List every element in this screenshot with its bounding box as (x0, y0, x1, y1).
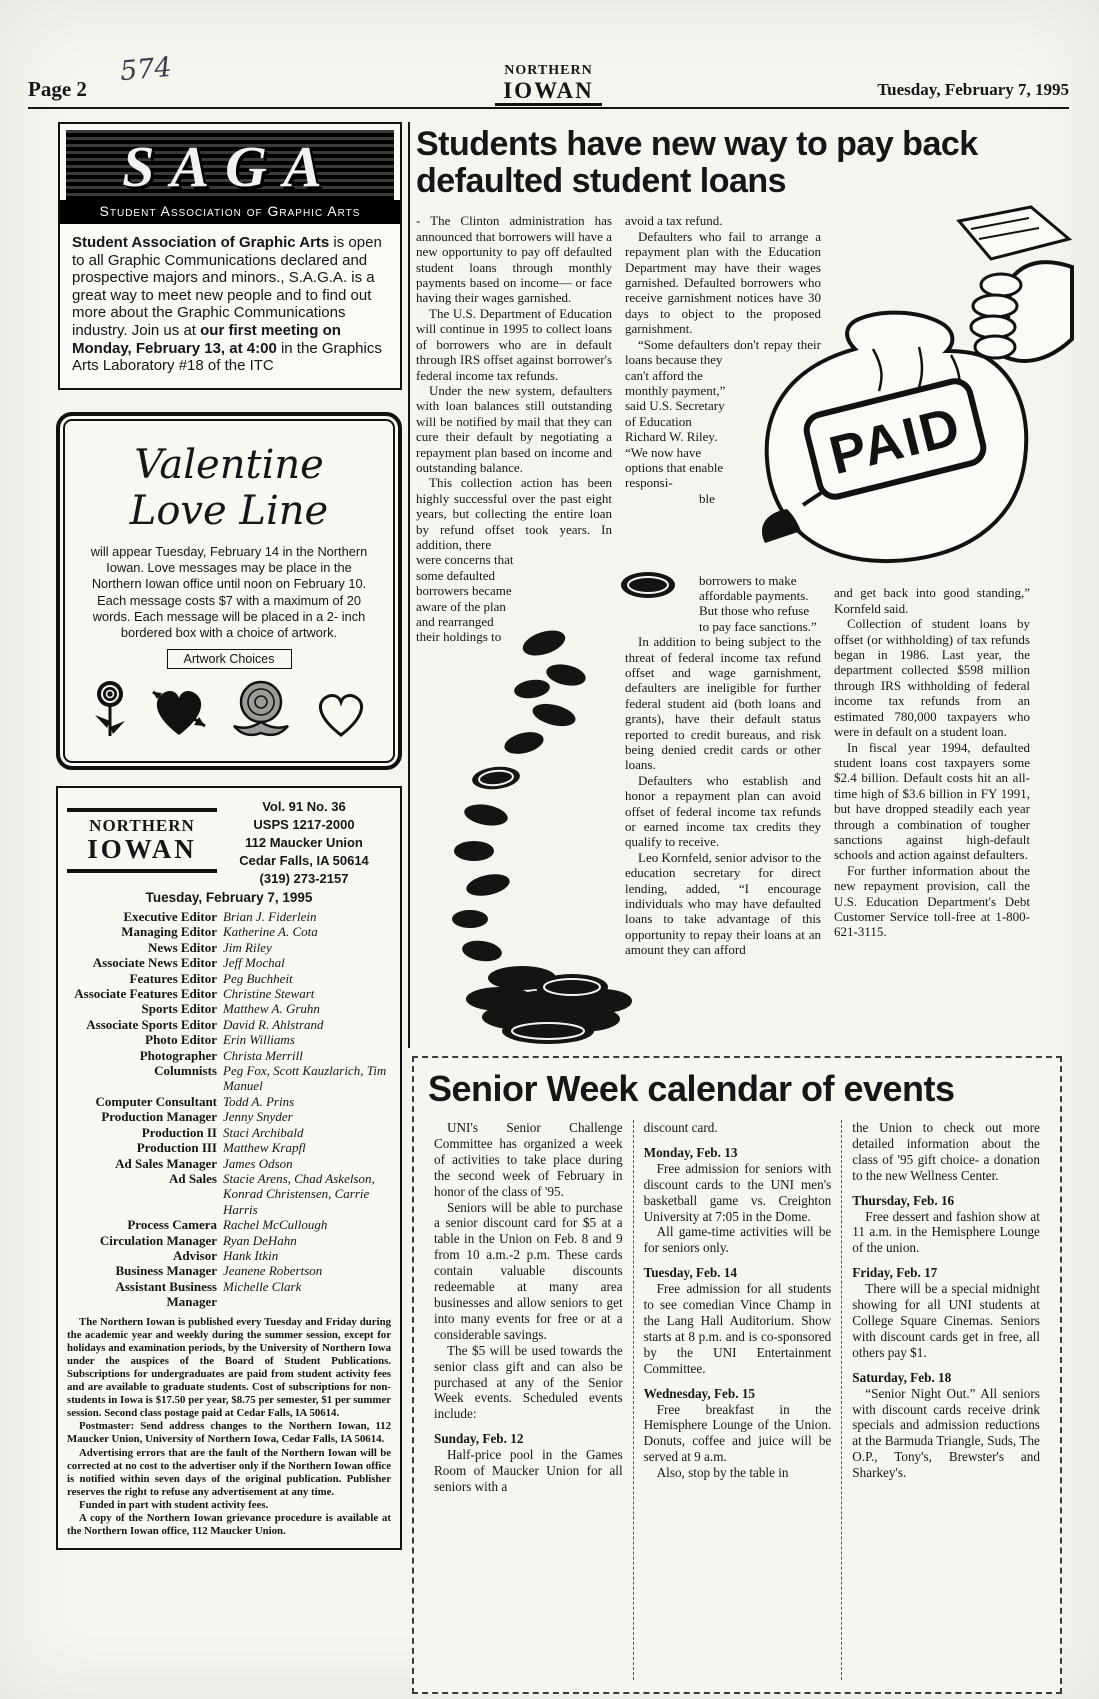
staff-names: Jeff Mochal (223, 955, 285, 971)
fine-print-paragraph: Funded in part with student activity fees. (79, 1498, 269, 1511)
senior-week-item: Sunday, Feb. 12 (434, 1431, 524, 1447)
valentine-love-line-box (56, 412, 402, 770)
senior-week-item: Tuesday, Feb. 14 (643, 1265, 737, 1281)
staff-row (67, 1017, 391, 1032)
masthead-logo (67, 796, 217, 888)
staff-role: Advisor (172, 1247, 217, 1263)
fine-print-paragraph: Advertising errors that are the fault of the Northern Iowan will be corrected at no cost to the advertiser only if the Northern Iowan office is notified within seven days of the original publication. Publisher reserves the right to refuse any advertisement at any time. (67, 1446, 391, 1498)
article-paragraph: - The Clinton administration has announced that borrowers will have a new opportunity to pay off defaulted student loans through monthly payments based on income— or face having their wages garnished. (416, 213, 612, 306)
masthead-contact-info (217, 796, 391, 888)
senior-week-item: discount card. (643, 1120, 718, 1135)
staff-row (67, 955, 391, 970)
saga-bold-1: Student Association of Graphic Arts (72, 234, 330, 251)
saga-caption: Student Association of Graphic Arts (60, 200, 400, 224)
senior-week-headline: Senior Week calendar of events (428, 1068, 955, 1109)
valentine-body: will appear Tuesday, February 14 in the Northern Iowan. Love messages may be place in the Northern Iowan office until noon on February 10. Each message costs $7 with a maximum of 20 words. Each message will be placed in a 2- inch bordered box with a choice of artwork. (90, 544, 368, 641)
staff-names: James Odson (223, 1155, 293, 1171)
staff-names: Peg Buchheit (223, 970, 293, 986)
staff-row (67, 924, 391, 939)
staff-names: Matthew A. Gruhn (223, 1001, 320, 1017)
issue-date: Tuesday, February 7, 1995 (877, 80, 1069, 99)
article-paragraph: This collection action has been highly successful over the past eight years, but collecting the entire loan by refund offset took years. In addition, there (416, 475, 612, 552)
senior-week-item: Free admission for all students to see comedian Vince Champ in the Lang Hall Auditorium. Show starts at 8 p.m. and is co-sponsored by the UNI Entertainment Committee. (643, 1281, 832, 1376)
staff-names: Matthew Krapfl (223, 1140, 306, 1156)
page-header (28, 51, 1069, 106)
senior-week-item: Seniors will be able to purchase a senior discount card for $5 at a table in the Union on Feb. 8 and 9 from 10 a.m.-2 p.m. These cards contain valuable discounts redeemable at many area businesses and allow seniors to get into many events for free or at a considerable savings. (434, 1199, 623, 1342)
handwritten-number: 574 (118, 51, 173, 88)
senior-week-item: UNI's Senior Challenge Committee has organized a week of activities to take place during the second week of February in honor of the class of '95. (434, 1120, 623, 1199)
senior-week-column-2 (633, 1120, 842, 1680)
fine-print-paragraph: Postmaster: Send address changes to the Northern Iowan, 112 Maucker Union, University of Northern Iowa, Cedar Falls, IA 50614. (67, 1420, 391, 1446)
staff-role: Associate Features Editor (74, 986, 217, 1002)
staff-names: Jenny Snyder (223, 1109, 293, 1125)
staff-role: Photo Editor (145, 1032, 217, 1048)
staff-names: Todd A. Prins (223, 1093, 295, 1109)
staff-role: Production II (141, 1124, 217, 1140)
staff-row (67, 1217, 391, 1232)
saga-logo-text: SAGA (122, 134, 338, 199)
heart-outline-icon (312, 687, 370, 741)
staff-names: Stacie Arens, Chad Askelson, Konrad Christensen, Carrie Harris (223, 1170, 375, 1217)
article-paragraph: and get back into good standing,” Kornfeld said. (834, 585, 1030, 616)
article-paragraph: For further information about the new repayment provision, call the U.S. Education Department's Debt Customer Service toll-free at 1-800-621-3115. (834, 862, 1030, 940)
senior-week-column-1 (424, 1120, 633, 1680)
article-column-1 (416, 213, 612, 957)
staff-names: Jim Riley (223, 939, 272, 955)
masthead-bottom-line: IOWAN (495, 79, 602, 106)
staff-names: Christine Stewart (223, 986, 315, 1002)
saga-text-2: in the Graphics Arts Laboratory #18 of the ITC (72, 339, 382, 375)
staff-role: Assistant Business Manager (115, 1278, 217, 1310)
artwork-choices-label: Artwork Choices (167, 649, 292, 669)
senior-week-item: Friday, Feb. 17 (852, 1265, 938, 1281)
staff-names: Michelle Clark (223, 1278, 302, 1294)
staff-row (67, 1263, 391, 1278)
senior-week-item: The $5 will be used towards the senior class gift and can also be purchased at any of the Senior Week events. Scheduled events include: (434, 1342, 623, 1422)
staff-row (67, 986, 391, 1001)
article-paragraph: The U.S. Department of Education will continue in 1995 to collect loans of borrowers who are in default through IRS offset against borrower's federal income tax refunds. (416, 305, 612, 383)
masthead-logo-line-2: IOWAN (87, 833, 197, 864)
heart-arrow-icon (148, 683, 210, 741)
artwork-choices-row (60, 677, 398, 741)
senior-week-item: All game-time activities will be for seniors only. (643, 1224, 832, 1256)
staff-names: David R. Ahlstrand (223, 1016, 324, 1032)
staff-row (67, 909, 391, 924)
column-divider-rule (408, 122, 410, 1048)
staff-row (67, 1109, 391, 1124)
masthead-top-row (67, 796, 391, 888)
staff-names: Rachel McCullough (223, 1217, 328, 1233)
article-paragraph: Under the new system, defaulters with loan balances still outstanding will be notified by mail that they can cure their default by negotiating a repayment plan based on income and outstanding balance. (416, 382, 612, 475)
article-paragraph: Defaulters who establish and honor a repayment plan can avoid offset of federal income tax refunds or earned income tax credits they qualify to receive. (625, 772, 821, 850)
staff-row (67, 1032, 391, 1047)
staff-names: Hank Itkin (223, 1247, 279, 1263)
fine-print-paragraph: A copy of the Northern Iowan grievance procedure is available at the Northern Iowan office, 112 Maucker Union. (67, 1511, 391, 1538)
staff-list (67, 909, 391, 1310)
paid-stamp-text: PAID (823, 396, 968, 487)
staff-row (67, 1248, 391, 1263)
staff-names: Staci Archibald (223, 1124, 304, 1140)
senior-week-item: “Senior Night Out.” All seniors with discount cards receive drink specials and admission reductions at the Barmuda Triangle, Suds, The O.P., Tony's, Brewster's and Sharkey's. (852, 1385, 1040, 1481)
saga-logo (66, 130, 394, 200)
staff-row (67, 1125, 391, 1140)
senior-week-item: Wednesday, Feb. 15 (643, 1385, 756, 1401)
senior-week-item: Monday, Feb. 13 (643, 1144, 738, 1160)
address-line-1: 112 Maucker Union (245, 835, 363, 850)
masthead-box (56, 786, 402, 1550)
senior-week-columns (424, 1120, 1050, 1680)
rose-shaded-icon (226, 677, 296, 741)
senior-week-box (412, 1056, 1062, 1694)
senior-week-item: Free breakfast in the Hemisphere Lounge of the Union. Donuts, coffee and juice will be served at 9 a.m. (643, 1401, 832, 1465)
saga-text-1: is open to all Graphic Communications declared and prospective majors and minors., S.A.G.A. is a great way to meet new people and to find out more about the Graphic Communications industry. Join us at (72, 234, 382, 339)
article-paragraph: Collection of student loans by offset (or withholding) of tax refunds began in 1986. Last year, the department collected $598 million through IRS withholding of federal income tax refunds from an estimated 780,000 taxpayers who were in default on a student loan. (834, 616, 1030, 740)
staff-row (67, 1233, 391, 1248)
staff-role: Computer Consultant (95, 1093, 217, 1109)
staff-role: Business Manager (115, 1263, 217, 1279)
staff-row (67, 940, 391, 955)
staff-row (67, 1001, 391, 1016)
staff-row (67, 1063, 391, 1094)
senior-week-item: There will be a special midnight showing for all UNI students at College Square Cinemas. Seniors with discount cards get in free, all others pay $1. (852, 1281, 1040, 1360)
valentine-title-line-2: Love Line (129, 488, 329, 534)
staff-row (67, 1279, 391, 1310)
staff-role: Associate Sports Editor (86, 1016, 217, 1032)
staff-row (67, 1171, 391, 1217)
address-line-2: Cedar Falls, IA 50614 (239, 853, 369, 868)
staff-role: Columnists (154, 1063, 217, 1079)
staff-names: Katherine A. Cota (223, 924, 318, 940)
masthead-logo-line-1: NORTHERN (89, 816, 195, 835)
article-paragraph: “Some defaulters don't repay their loans because they (625, 336, 821, 368)
senior-week-item: Free admission for seniors with discount cards to the UNI men's basketball game vs. Creighton University at 7:05 in the Dome. (643, 1160, 832, 1224)
saga-bold-2: our first meeting on Monday, February 13, at 4:00 (72, 321, 341, 357)
staff-names: Christa Merrill (223, 1047, 303, 1063)
staff-names: Erin Williams (223, 1032, 295, 1048)
staff-role: News Editor (148, 939, 217, 955)
staff-names: Brian J. Fiderlein (223, 909, 317, 924)
money-bag-hand-illustration (722, 205, 1074, 577)
staff-names: Peg Fox, Scott Kauzlarich, Tim Manuel (223, 1063, 387, 1094)
staff-role: Photographer (139, 1047, 217, 1063)
senior-week-item: Thursday, Feb. 16 (852, 1192, 955, 1208)
article-paragraph: In fiscal year 1994, defaulted student loans cost taxpayers some $2.4 billion. Default costs hit an all-time high of $3.6 billion in FY 1991, but have dropped steadily each year through a combination of tougher sanctions against high-default schools and action against defaulters. (834, 739, 1030, 863)
article-paragraph: avoid a tax refund. (625, 213, 723, 229)
senior-week-item: Also, stop by the table in (656, 1465, 789, 1481)
staff-role: Sports Editor (141, 1001, 217, 1017)
senior-week-item: Saturday, Feb. 18 (852, 1369, 952, 1385)
staff-row (67, 1094, 391, 1109)
staff-names: Jeanene Robertson (223, 1263, 323, 1279)
staff-role: Managing Editor (121, 924, 217, 940)
staff-role: Process Camera (127, 1217, 217, 1233)
staff-row (67, 1156, 391, 1171)
article-columns (416, 213, 1064, 957)
staff-names: Ryan DeHahn (223, 1232, 297, 1248)
coins-text-cutout (520, 552, 612, 787)
senior-week-item: Free dessert and fashion show at 11 a.m. in the Hemisphere Lounge of the union. (852, 1208, 1040, 1256)
senior-week-item: Half-price pool in the Games Room of Maucker Union for all seniors with a (434, 1447, 623, 1494)
volume-number: Vol. 91 No. 36 (262, 799, 346, 814)
masthead-top-line: NORTHERN (504, 63, 593, 78)
senior-week-column-3 (841, 1120, 1050, 1680)
header-rule (28, 107, 1069, 109)
staff-role: Associate News Editor (92, 955, 217, 971)
rose-icon (88, 679, 132, 741)
staff-row (67, 1140, 391, 1155)
fine-print-paragraph: The Northern Iowan is published every Tuesday and Friday during the academic year and weekly during the summer session, except for holidays and examination periods, by the University of Northern Iowa under the auspices of the Board of Student Publications. Subscriptions for undergraduates are paid from student activity fees and are available to graduate students. Cost of subscriptions for non-students in Iowa is $17.50 per year, $8.75 per semester, $1 per summer session. Second class postage paid at Cedar Falls, IA 50614. (67, 1315, 391, 1420)
valentine-title-line-1: Valentine (134, 442, 324, 488)
phone-number: (319) 273-2157 (259, 871, 349, 886)
staff-role: Executive Editor (123, 909, 217, 924)
fine-print (67, 1316, 391, 1539)
saga-ad-box (58, 122, 402, 390)
usps-number: USPS 1217-2000 (253, 817, 355, 832)
valentine-title (60, 442, 398, 534)
lead-article (416, 126, 1064, 958)
staff-row (67, 1048, 391, 1063)
staff-role: Ad Sales Manager (115, 1155, 217, 1171)
article-paragraph: In addition to being subject to the threat of federal income tax refund offset and wage garnishment, defaulters are ineligible for further federal student aid (both loans and grants), have their default status reported to credit bureaus, and risk being denied credit cards or other loans. (625, 634, 821, 773)
article-paragraph: were concerns that some defaulted borrowers became aware of the plan and rearranged their holdings to (416, 552, 514, 645)
staff-role: Production Manager (101, 1109, 217, 1125)
staff-role: Circulation Manager (99, 1232, 217, 1248)
senior-week-item: the Union to check out more detailed information about the class of '95 gift choice- a donation to the new Wellness Center. (852, 1120, 1040, 1183)
masthead-date: Tuesday, February 7, 1995 (145, 890, 313, 905)
staff-row (67, 971, 391, 986)
article-paragraph: Leo Kornfeld, senior advisor to the education secretary for direct lending, added, “I encourage individuals who may have defaulted loans to take advantage of this opportunity to repay their loans at an amount they can afford (625, 849, 821, 958)
article-paragraph: can't afford the monthly payment,” said U.S. Secretary of Education Richard W. Riley. “We now have options that enable responsi- (625, 367, 726, 491)
saga-body (60, 224, 400, 388)
staff-role: Ad Sales (168, 1170, 217, 1186)
page-number: Page 2 (28, 77, 87, 101)
staff-role: Production III (136, 1140, 217, 1156)
masthead-logo-frame (67, 808, 217, 873)
staff-role: Features Editor (129, 970, 217, 986)
article-headline: Students have new way to pay back defaulted student loans (416, 125, 978, 200)
article-paragraph: Defaulters who fail to arrange a repayment plan with the Education Department may have their wages garnished. Defaulted borrowers who receive garnishment notices have 30 days to object to the proposed garnishment. (625, 228, 821, 337)
article-paragraph: ble borrowers to make affordable payments. But those who refuse to pay face sanctions.” (699, 490, 817, 634)
